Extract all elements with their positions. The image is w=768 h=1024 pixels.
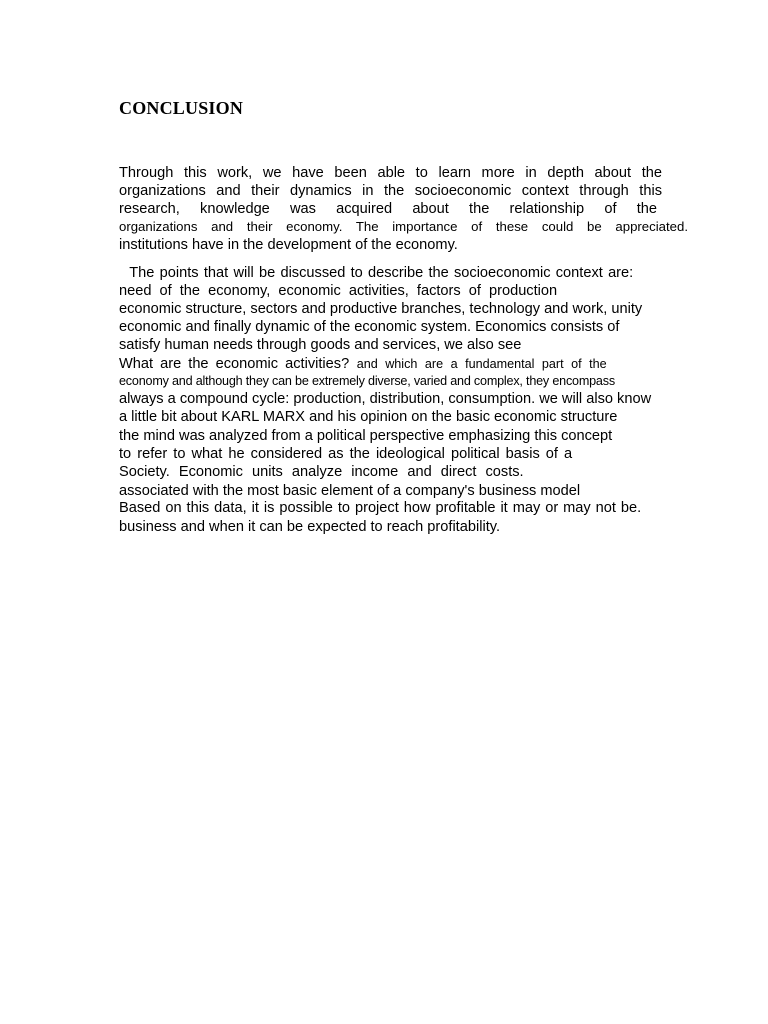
paragraph-2-line-3: economic structure, sectors and productive branches, technology and work, unity [119, 301, 643, 317]
paragraph-1-line-3: research, knowledge was acquired about the relationship of the [119, 201, 657, 217]
paragraph-2-line-8: always a compound cycle: production, distribution, consumption. we will also know [119, 391, 652, 407]
paragraph-1-line-1: Through this work, we have been able to learn more in depth about the [119, 165, 662, 181]
paragraph-2-line-6 [119, 356, 607, 372]
paragraph-2-line-15: business and when it can be expected to reach profitability. [119, 519, 501, 535]
paragraph-2-line-5: satisfy human needs through goods and services, we also see [119, 337, 522, 353]
paragraph-1-line-5: institutions have in the development of the economy. [119, 237, 458, 253]
paragraph-2-line-10: the mind was analyzed from a political perspective emphasizing this concept [119, 428, 613, 444]
paragraph-2-line-1: The points that will be discussed to describe the socioeconomic context are: [119, 265, 634, 281]
paragraph-2-line-13: associated with the most basic element of a company's business model [119, 483, 581, 499]
paragraph-2-line-12: Society. Economic units analyze income and direct costs. [119, 464, 524, 480]
paragraph-1-line-4: organizations and their economy. The importance of these could be appreciated. [119, 219, 688, 234]
paragraph-1-line-2: organizations and their dynamics in the socioeconomic context through this [119, 183, 662, 199]
paragraph-2-line-2: need of the economy, economic activities, factors of production [119, 283, 558, 299]
paragraph-2-line-14: Based on this data, it is possible to project how profitable it may or may not be. [119, 500, 642, 516]
mixed-size-lead: What are the economic activities? [119, 356, 350, 372]
paragraph-2-line-7: economy and although they can be extremely diverse, varied and complex, they encompass [119, 374, 615, 388]
paragraph-2-line-9: a little bit about KARL MARX and his opinion on the basic economic structure [119, 409, 618, 425]
mixed-size-tail: and which are a fundamental part of the [349, 357, 607, 371]
document-title: CONCLUSION [119, 98, 244, 118]
paragraph-2-line-4: economic and finally dynamic of the economic system. Economics consists of [119, 319, 620, 335]
paragraph-2-line-11: to refer to what he considered as the ideological political basis of a [119, 446, 573, 462]
